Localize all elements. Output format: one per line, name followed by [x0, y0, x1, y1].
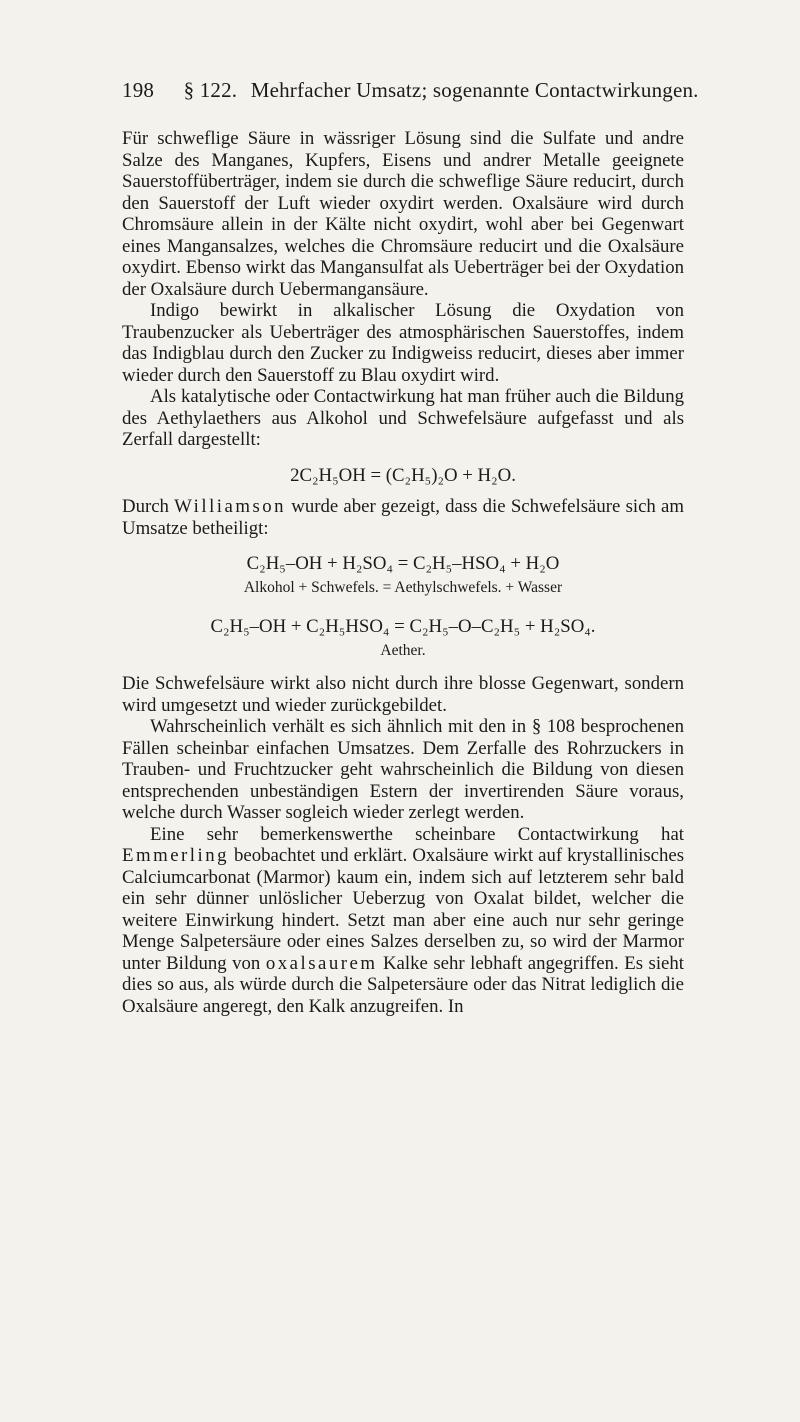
equation-2-caption: Alkohol + Schwefels. = Aethylschwefels. + Wasser [243, 578, 563, 596]
paragraph-6: Wahrscheinlich verhält es sich ähnlich mit den in § 108 besprochenen Fällen scheinbar einfachen Umsatzes. Dem Zerfalle des Rohrzuckers in Trauben- und Fruchtzucker geht wahrscheinlich die Bildung von diesen entsprechenden unbeständigen Estern der invertirenden Säure voraus, welche durch Wasser sogleich wieder zerlegt werden. [122, 716, 684, 823]
paragraph-7-lead: Eine sehr bemerkenswerthe scheinbare Contactwirkung hat [150, 823, 684, 845]
running-header [122, 78, 722, 103]
paragraph-7-mid: beobachtet und erklärt. Oxalsäure wirkt auf krystallinisches Calciumcarbonat (Marmor) kaum ein, indem sich auf letzterem sehr bald ein sehr dünner unlöslicher Ueberzug von Oxalat bildet, welcher die weitere Einwirkung hindert. Setzt man aber eine auch nur sehr geringe Menge Salpetersäure oder eines Salzes derselben zu, so wird der Marmor unter Bildung von [122, 845, 684, 974]
paragraph-7 [122, 824, 684, 1018]
section-number: § 122. [183, 78, 238, 102]
paragraph-2: Indigo bewirkt in alkalischer Lösung die Oxydation von Traubenzucker als Ueberträger des atmosphärischen Sauerstoffes, indem das Indigblau durch den Zucker zu Indigweiss reducirt, dieses aber immer wieder durch den Sauerstoff zu Blau oxydirt wird. [122, 300, 684, 386]
header-title: Mehrfacher Umsatz; sogenannte Contactwirkungen. [250, 78, 699, 102]
body-text [122, 128, 684, 1017]
paragraph-1: Für schweflige Säure in wässriger Lösung sind die Sulfate und andre Salze des Manganes, Kupfers, Eisens und andrer Metalle geeignete Sauerstoffüberträger, indem sie durch die schweflige Säure reducirt, durch den Sauerstoff der Luft wieder oxydirt werden. Oxalsäure wird durch Chromsäure allein in der Kälte nicht oxydirt, wohl aber bei Gegenwart eines Mangansalzes, welches die Chromsäure reducirt und die Oxalsäure oxydirt. Ebenso wirkt das Mangansulfat als Ueberträger bei der Oxydation der Oxalsäure durch Uebermangansäure. [122, 128, 684, 300]
paragraph-4-lead: Durch [122, 496, 175, 517]
equation-1: 2C₂H₅OH = (C₂H₅)₂O + H₂O. [290, 464, 516, 486]
paragraph-4 [122, 496, 684, 539]
paragraph-5: Die Schwefelsäure wirkt also nicht durch ihre blosse Gegenwart, sondern wird umgesetzt und wieder zurückgebildet. [122, 673, 684, 716]
paragraph-3: Als katalytische oder Contactwirkung hat man früher auch die Bildung des Aethylaethers aus Alkohol und Schwefelsäure aufgefasst und als Zerfall dargestellt: [122, 386, 684, 450]
author-name-emmerling: Emmerling [122, 845, 229, 866]
equation-3: C₂H₅–OH + C₂H₅HSO₄ = C₂H₅–O–C₂H₅ + H₂SO₄. [210, 616, 596, 637]
paragraph-7-end: Kalke sehr lebhaft angegriffen. Es sieht dies so aus, als würde durch die Salpetersäure oder das Nitrat lediglich die Oxalsäure angeregt, den Kalk anzugreifen. In [122, 952, 684, 1017]
equation-3-caption: Aether. [380, 641, 426, 659]
page-number: 198 [122, 78, 155, 102]
emphasized-word: oxalsaurem [265, 952, 378, 974]
equation-2: C₂H₅–OH + H₂SO₄ = C₂H₅–HSO₄ + H₂O [246, 553, 560, 574]
author-name-williamson: Williamson [174, 496, 287, 517]
paragraph-4-rest: wurde aber gezeigt, dass die Schwefelsäure sich am Umsatze betheiligt: [122, 496, 684, 539]
